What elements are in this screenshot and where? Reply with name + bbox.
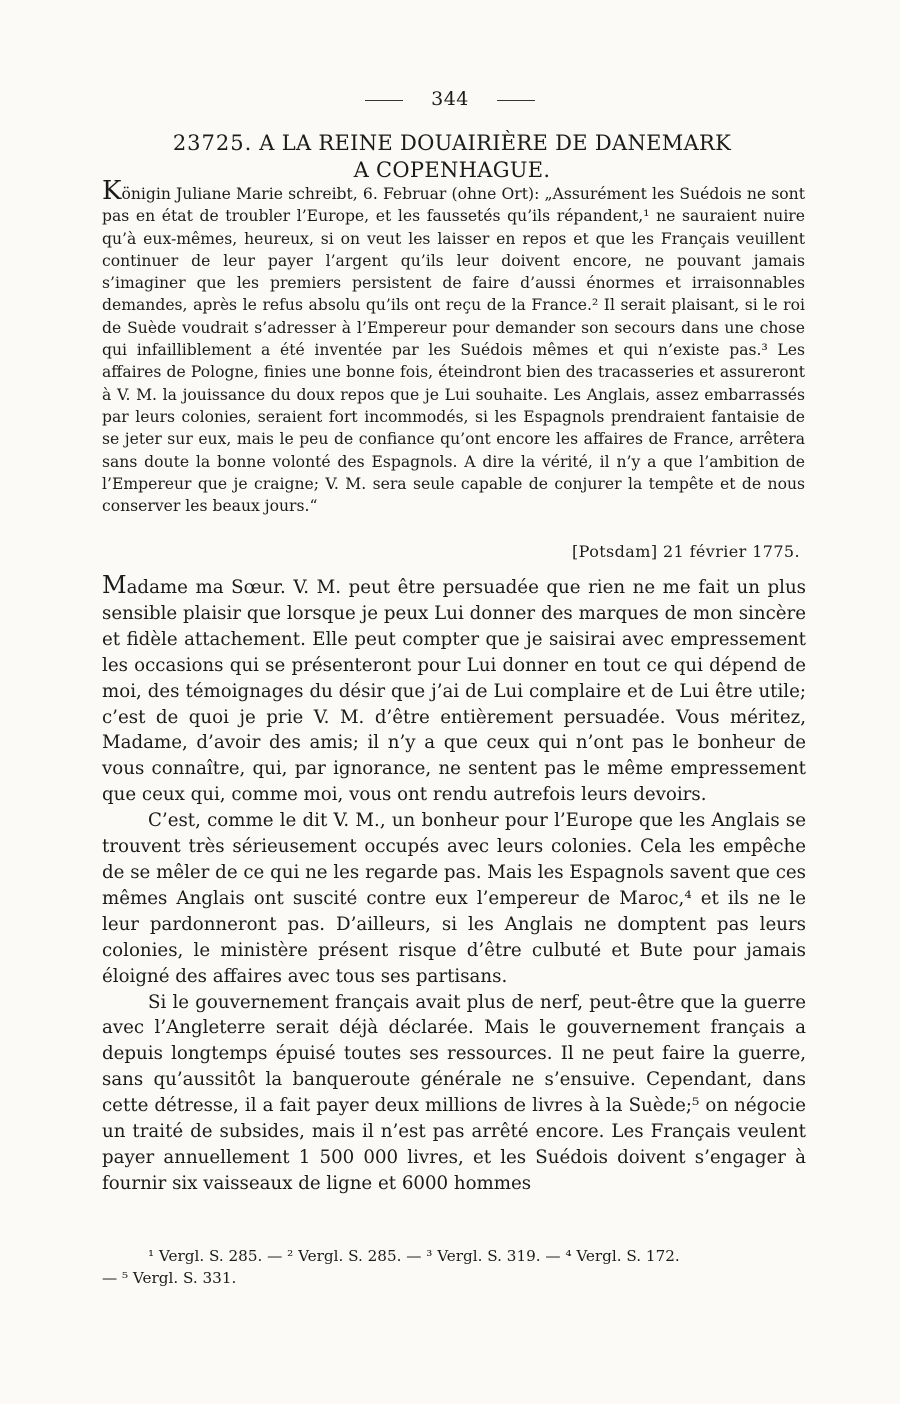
page-header (0, 88, 900, 110)
dateline: [Potsdam] 21 février 1775. (572, 542, 800, 561)
header-rule-right (497, 100, 535, 101)
summary-text: önigin Juliane Marie schreibt, 6. Februar (ohne Ort): „Assurément les Suédois ne sont pas en état de troubler l’Europe, et les faussetés qu’ils répandent,¹ ne sauraient nuire qu’à eux-mêmes, heureux, si on veut les laisser en repos et que les Français veuillent continuer de leur payer l’argent qu’ils leur doivent encore, ne pouvant jamais s’imaginer que les premiers persistent de faire d’aussi énormes et irraisonnables demandes, après le refus absolu qu’ils ont reçu de la France.² Il serait plaisant, si le roi de Suède voudrait s’adresser à l’Empereur pour demander son secours dans une chose qui infailliblement a été inventée par les Suédois mêmes et qui n’existe pas.³ Les affaires de Pologne, finies une bonne fois, éteindront bien des tracasseries et assureront à V. M. la jouissance du doux repos que je Lui souhaite. Les Anglais, assez embarrassés par leurs colonies, seraient fort incommodés, si les Espagnols prendraient fantaisie de se jeter sur eux, mais le peu de confiance qu’ont encore les affaires de France, arrêtera sans doute la bonne volonté des Espagnols. A dire la vérité, il n’y a que l’ambition de l’Empereur que je craigne; V. M. sera seule capable de conjurer la tempête et de nous conserver les beaux jours.“ (102, 185, 805, 516)
title-line-1: A LA REINE DOUAIRIÈRE DE DANEMARK (259, 131, 732, 155)
body-paragraph-text: adame ma Sœur. V. M. peut être persuadée que rien ne me fait un plus sensible plaisir que lorsque je peux Lui donner des marques de mon sincère et fidèle attachement. Elle peut compter que je saisirai avec empressement les occasions qui se présenteront pour Lui donner en tout ce qui dépend de moi, des témoignages du désir que j’ai de Lui complaire et de Lui être utile; c’est de quoi je prie V. M. d’être entièrement persuadée. Vous méritez, Madame, d’avoir des amis; il n’y a que ceux qui n’ont pas le bonheur de vous connaître, qui, par ignorance, ne sentent pas le même empressement que ceux qui, comme moi, vous ont rendu autrefois leurs devoirs. (102, 577, 806, 806)
header-rule-left (365, 100, 403, 101)
letter-body (102, 573, 806, 1197)
footnote-line: ¹ Vergl. S. 285. — ² Vergl. S. 285. — ³ Vergl. S. 319. — ⁴ Vergl. S. 172. (148, 1247, 680, 1265)
body-paragraph (102, 573, 806, 808)
letter-title (102, 130, 802, 184)
letter-number: 23725. (172, 131, 253, 155)
body-paragraph: Si le gouvernement français avait plus de nerf, peut-être que la guerre avec l’Angleterre serait déjà déclarée. Mais le gouvernement français a depuis longtemps épuisé toutes ses ressources. Il ne peut faire la guerre, sans qu’aussitôt la banqueroute générale ne s’ensuive. Cependant, dans cette détresse, il a fait payer deux millions de livres à la Suède;⁵ on négocie un traité de subsides, mais il n’est pas arrêté encore. Les Français veulent payer annuellement 1 500 000 livres, et les Suédois doivent s’engager à fournir six vaisseaux de ligne et 6000 hommes (102, 991, 806, 1194)
page-number: 344 (431, 88, 469, 110)
summary-paragraph (102, 176, 805, 517)
body-paragraph: C’est, comme le dit V. M., un bonheur pour l’Europe que les Anglais se trouvent très sérieusement occupés avec leurs colonies. Cela les empêche de se mêler de ce qui ne les regarde pas. Mais les Espagnols savent que ces mêmes Anglais ont suscité contre eux l’empereur de Maroc,⁴ et ils ne le leur pardonneront pas. D’ailleurs, si les Anglais ne domptent pas leurs colonies, le ministère présent risque d’être culbuté et Bute pour jamais éloigné des affaires avec tous ses partisans. (102, 810, 806, 987)
footnotes (102, 1245, 806, 1289)
footnote-line: — ⁵ Vergl. S. 331. (102, 1269, 237, 1287)
summary-initial: K (102, 176, 122, 206)
title-line-2: A COPENHAGUE. (353, 158, 551, 182)
body-initial: M (102, 571, 127, 599)
